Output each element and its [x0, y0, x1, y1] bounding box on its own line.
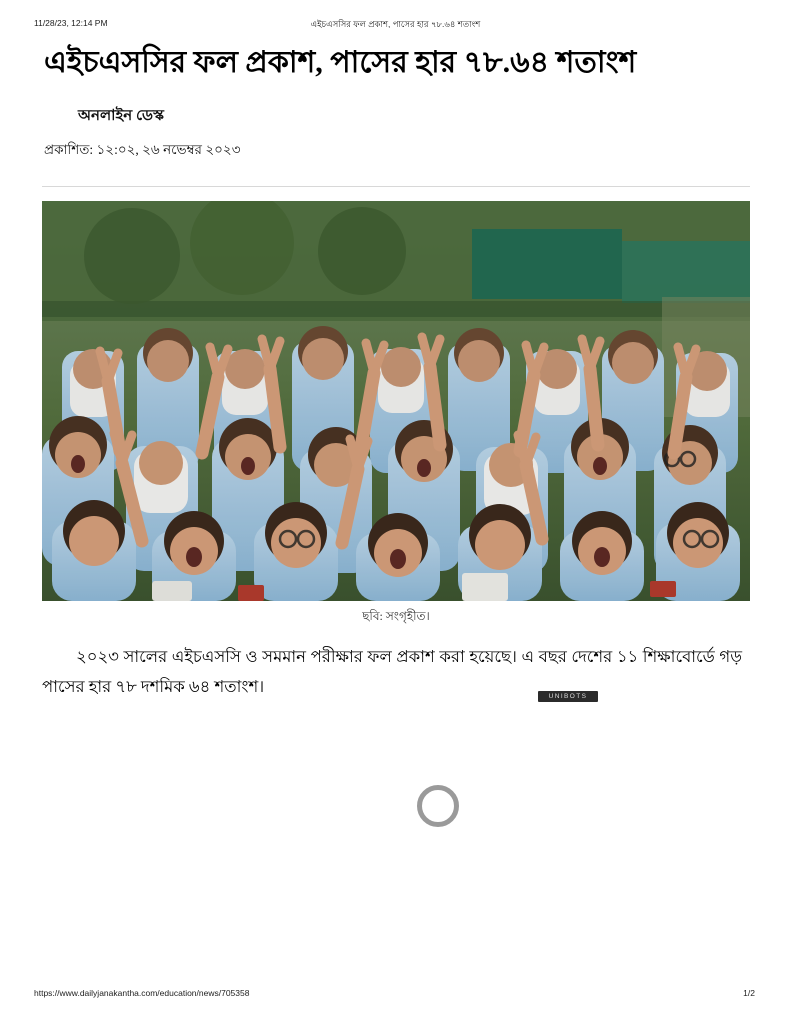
- page-number: 1/2: [743, 988, 755, 998]
- photo-illustration: [42, 201, 750, 601]
- divider: [42, 186, 750, 187]
- print-doc-title: এইচএসসির ফল প্রকাশ, পাসের হার ৭৮.৬৪ শতাংশ: [310, 19, 481, 29]
- article-photo: [42, 201, 750, 601]
- byline: অনলাইন ডেস্ক: [78, 107, 164, 124]
- photo-caption: ছবি: সংগৃহীত।: [362, 608, 430, 623]
- unibots-ad-badge[interactable]: UNIBOTS: [538, 691, 598, 702]
- article-figure: [42, 201, 750, 628]
- print-header: [0, 18, 791, 32]
- loading-spinner-icon: [417, 785, 459, 827]
- page-title: এইচএসসির ফল প্রকাশ, পাসের হার ৭৮.৬৪ শতাংশ: [44, 46, 637, 79]
- article: [42, 44, 750, 719]
- article-paragraph: ২০২৩ সালের এইচএসসি ও সমমান পরীক্ষার ফল প্রকাশ করা হয়েছে। এ বছর দেশের ১১ শিক্ষাবোর্ডে গড় পাসের হার ৭৮ দশমিক ৬৪ শতাংশ।: [42, 646, 742, 697]
- source-url[interactable]: https://www.dailyjanakantha.com/education/news/705358: [34, 988, 250, 998]
- published-timestamp: প্রকাশিত: ১২:০২, ২৬ নভেম্বর ২০২৩: [44, 141, 241, 157]
- print-footer: [0, 988, 791, 1002]
- print-date: 11/28/23, 12:14 PM: [34, 18, 108, 28]
